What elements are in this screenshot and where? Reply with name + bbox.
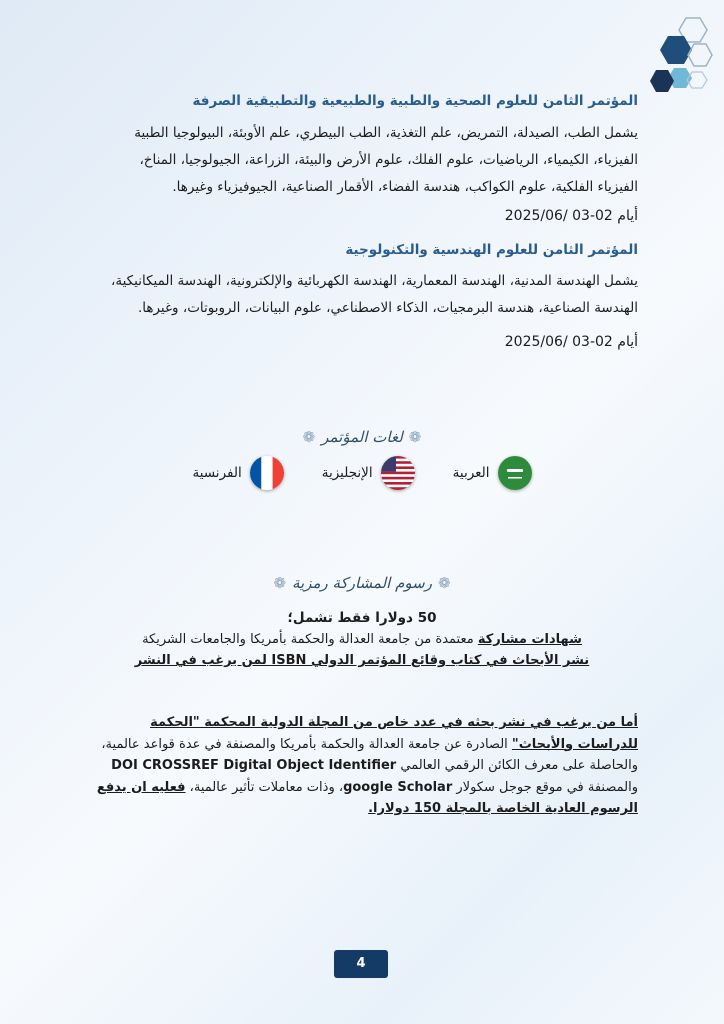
conf2-title: المؤتمر الثامن للعلوم الهندسية والتكنولوجية bbox=[345, 242, 638, 258]
fee-publishing: نشر الأبحاث في كتاب وقائع المؤتمر الدولي ISBN لمن يرغب في النشر bbox=[134, 653, 590, 668]
france-flag-icon bbox=[250, 456, 284, 490]
languages-list bbox=[0, 456, 724, 490]
fees-title: رسوم المشاركة رمزية bbox=[292, 574, 432, 592]
journal-fee: فعليه ان يدفع الرسوم العادية الخاصة بالمجلة 150 دولارا. bbox=[96, 779, 638, 816]
conf2-description bbox=[86, 268, 638, 322]
language-english bbox=[322, 456, 415, 490]
conf1-line: الفيزياء، الكيمياء، الرياضيات، علوم الفلك، علوم الأرض والبيئة، الزراعة، الجيولوجيا، المناخ، bbox=[139, 152, 638, 168]
conf2-line: الهندسة الصناعية، هندسة البرمجيات، الذكاء الاصطناعي، علوم البيانات، الروبوتات، وغيرها. bbox=[137, 300, 638, 316]
language-french bbox=[192, 456, 283, 490]
journal-scholar: google Scholar bbox=[343, 779, 453, 795]
page-number-badge: 4 bbox=[334, 950, 388, 978]
journal-paragraph bbox=[86, 712, 638, 820]
certificates-rest: معتمدة من جامعة العدالة والحكمة بأمريكا والجامعات الشريكة bbox=[142, 632, 478, 647]
certificates-bold: شهادات مشاركة bbox=[477, 632, 582, 647]
fees-heading: ❁رسوم المشاركة رمزية❁ bbox=[273, 574, 451, 592]
saudi-flag-icon bbox=[498, 456, 532, 490]
usa-flag-icon bbox=[381, 456, 415, 490]
fees-section bbox=[0, 608, 724, 671]
language-arabic bbox=[453, 456, 532, 490]
language-label: الفرنسية bbox=[192, 465, 242, 481]
journal-text: ، وذات معاملات تأثير عالمية، bbox=[185, 779, 344, 795]
journal-doi: DOI CROSSREF Digital Object Identifier bbox=[111, 758, 397, 773]
journal-intro: أما من يرغب في نشر بحثه في عدد خاص من المجلة الدولية المحكمة "الحكمة للدراسات والأبحاث" bbox=[150, 715, 638, 752]
conf1-description bbox=[86, 120, 638, 201]
conf2-date: أيام 02-03 /2025/06 bbox=[504, 334, 638, 350]
language-label: الإنجليزية bbox=[321, 465, 373, 481]
conf1-line: يشمل الطب، الصيدلة، التمريض، علم التغذية، الطب البيطري، علم الأوبئة، البيولوجيا الطبية bbox=[134, 125, 638, 141]
hexagon-decoration-icon bbox=[608, 14, 718, 104]
conf1-line: الفيزياء الفلكية، علوم الكواكب، هندسة الفضاء، الأقمار الصناعية، الجيوفيزياء وغيرها. bbox=[172, 179, 638, 195]
journal-text: الصادرة عن جامعة العدالة والحكمة بأمريكا والمصنفة في عدة قواعد عالمية، والحاصلة على معرف الكائن الرقمي العالمي bbox=[101, 736, 638, 773]
fee-certificates bbox=[0, 629, 724, 650]
languages-heading: ❁لغات المؤتمر❁ bbox=[302, 428, 422, 446]
fee-price: 50 دولارا فقط تشمل؛ bbox=[287, 610, 437, 626]
conf2-line: يشمل الهندسة المدنية، الهندسة المعمارية، الهندسة الكهربائية والإلكترونية، الهندسة الميكانيكية، bbox=[111, 273, 638, 289]
conf1-title: المؤتمر الثامن للعلوم الصحية والطبية والطبيعية والتطبيقية الصرفة bbox=[192, 93, 638, 109]
journal-text: والمصنفة في موقع جوجل سكولار bbox=[456, 779, 638, 795]
conf1-date: أيام 02-03 /2025/06 bbox=[504, 208, 638, 224]
languages-title: لغات المؤتمر bbox=[321, 428, 403, 446]
language-label: العربية bbox=[452, 465, 490, 481]
